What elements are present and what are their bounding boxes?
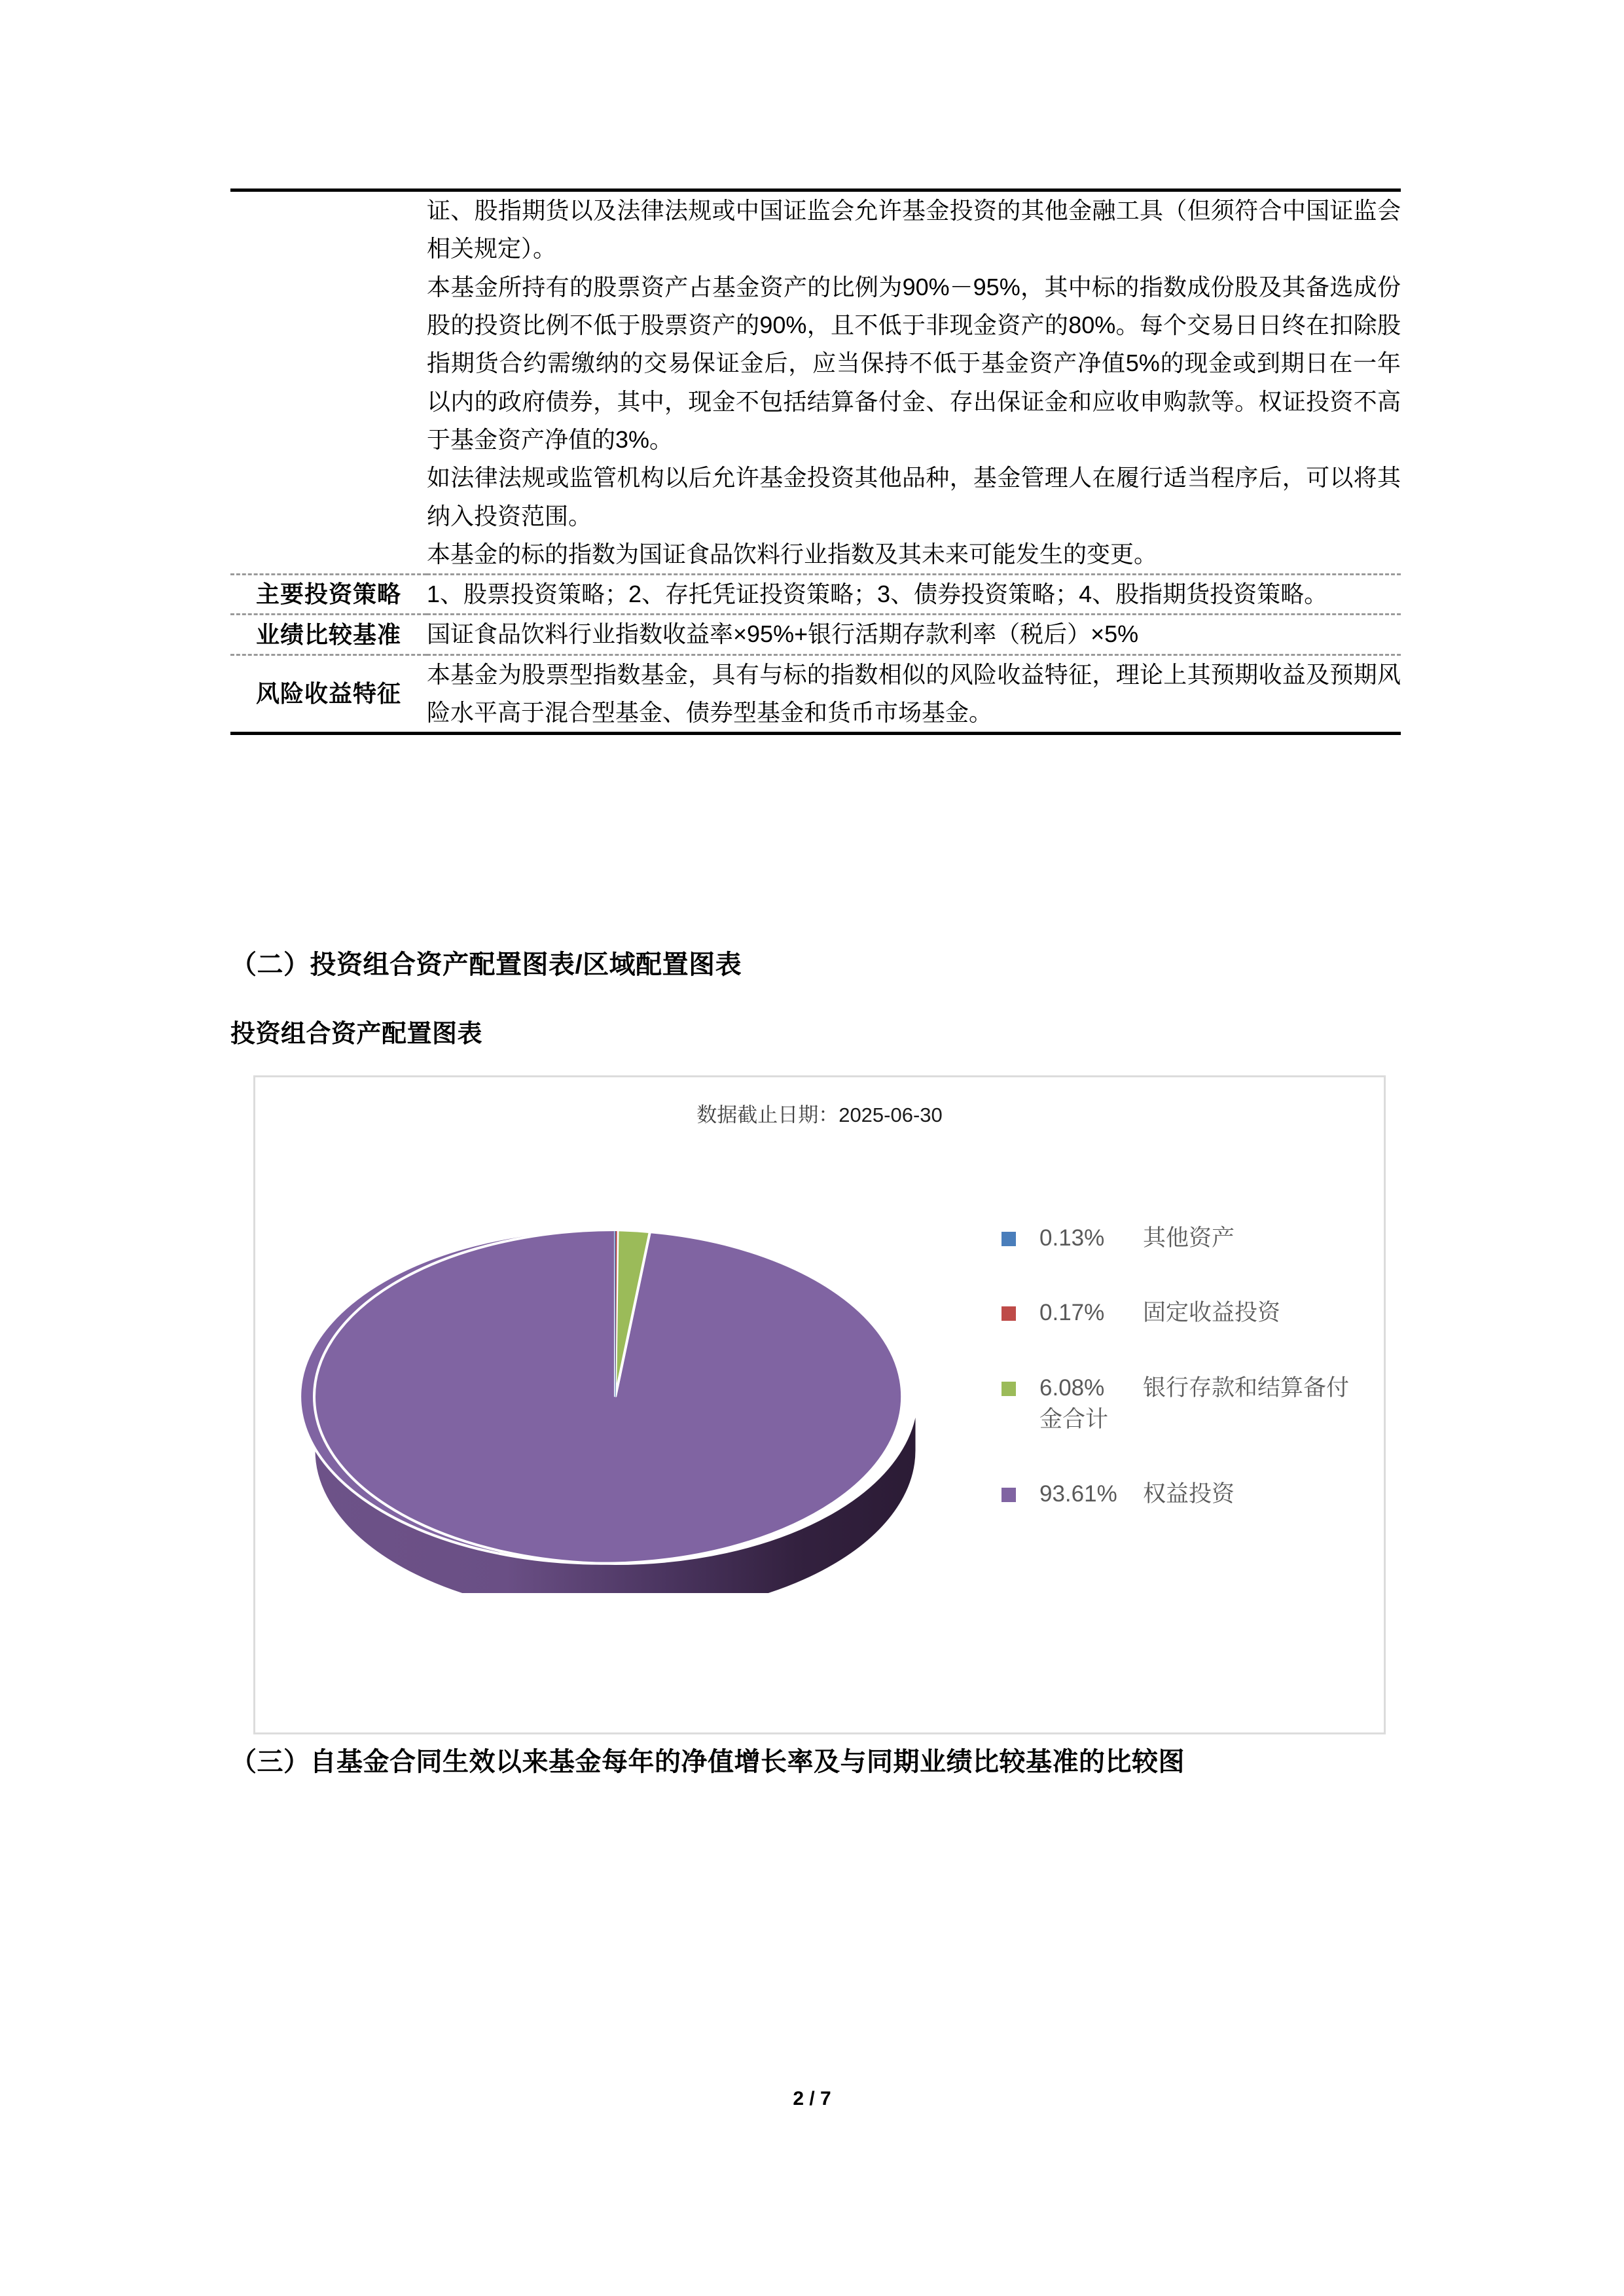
section-heading-3 (230, 1743, 1409, 1781)
legend-swatch-icon (1001, 1382, 1016, 1396)
paragraph: 本基金的标的指数为国证食品饮料行业指数及其未来可能发生的变更。 (427, 540, 1158, 567)
legend-swatch-icon (1001, 1306, 1016, 1321)
paragraph: 国证食品饮料行业指数收益率×95%+银行活期存款利率（税后）×5% (427, 620, 1139, 648)
legend-swatch-icon (1001, 1488, 1016, 1502)
asset-allocation-chart (253, 1075, 1386, 1734)
row-value (427, 655, 1401, 732)
legend-label: 银行存款和结算备付金合计 (1039, 1374, 1350, 1432)
legend-item-fixed-income (1001, 1297, 1368, 1329)
table-row (230, 615, 1401, 655)
table-row (230, 192, 1401, 575)
chart-date-value: 2025-06-30 (839, 1103, 943, 1126)
row-value (427, 575, 1401, 615)
row-label: 主要投资策略 (230, 575, 427, 615)
table-row (230, 575, 1401, 615)
table-row (230, 655, 1401, 732)
paragraph: 本基金为股票型指数基金，具有与标的指数相似的风险收益特征，理论上其预期收益及预期风险水平高于混合型基金、债券型基金和货币市场基金。 (427, 660, 1401, 726)
legend-item-other-assets (1001, 1223, 1368, 1254)
fund-info-table (230, 188, 1401, 735)
row-label (230, 192, 427, 575)
chart-date-caption (255, 1098, 1384, 1128)
section-heading-2: （二）投资组合资产配置图表/区域配置图表 (230, 950, 742, 979)
section-subheading-2: 投资组合资产配置图表 (230, 1020, 483, 1048)
legend-value: 0.17% (1039, 1300, 1105, 1326)
paragraph: 证、股指期货以及法律法规或中国证监会允许基金投资的其他金融工具（但须符合中国证监会相关规定）。 (427, 197, 1401, 262)
legend-value: 6.08% (1039, 1374, 1105, 1401)
paragraph: 本基金所持有的股票资产占基金资产的比例为90%－95%，其中标的指数成份股及其备选成份股的投资比例不低于股票资产的90%，且不低于非现金资产的80%。每个交易日日终在扣除股指期货合约需缴纳的交易保证金后，应当保持不低于基金资产净值5%的现金或到期日在一年以内的政府债券，其中，现金不包括结算备付金、存出保证金和应收申购款等。权证投资不高于基金资产净值的3%。 (427, 273, 1401, 453)
legend-item-text (1039, 1223, 1235, 1254)
legend-item-equity (1001, 1479, 1368, 1510)
paragraph: 1、股票投资策略；2、存托凭证投资策略；3、债券投资策略；4、股指期货投资策略。 (427, 581, 1328, 608)
paragraph: 如法律法规或监管机构以后允许基金投资其他品种，基金管理人在履行适当程序后，可以将其纳入投资范围。 (427, 464, 1401, 529)
legend-value: 93.61% (1039, 1481, 1117, 1507)
pie-chart-svg (281, 1200, 949, 1593)
row-label: 风险收益特征 (230, 655, 427, 732)
row-value (427, 615, 1401, 655)
pie-slice-equity (300, 1230, 902, 1564)
chart-legend (1001, 1223, 1368, 1510)
legend-label: 其他资产 (1143, 1225, 1235, 1251)
chart-date-label: 数据截止日期： (696, 1103, 839, 1126)
legend-label: 权益投资 (1143, 1481, 1235, 1507)
legend-item-text (1039, 1372, 1368, 1436)
legend-value: 0.13% (1039, 1225, 1105, 1251)
legend-item-text (1039, 1479, 1235, 1510)
page-number-footer: 2 / 7 (793, 2088, 831, 2109)
legend-label: 固定收益投资 (1143, 1300, 1281, 1326)
row-label: 业绩比较基准 (230, 615, 427, 655)
row-value (427, 192, 1401, 575)
legend-item-bank-deposits (1001, 1372, 1368, 1436)
legend-item-text (1039, 1297, 1280, 1329)
pie-chart (281, 1200, 949, 1593)
section-heading-3-text: （三）自基金合同生效以来基金每年的净值增长率及与同期业绩比较基准的比较图 (230, 1748, 1185, 1776)
legend-swatch-icon (1001, 1232, 1016, 1246)
